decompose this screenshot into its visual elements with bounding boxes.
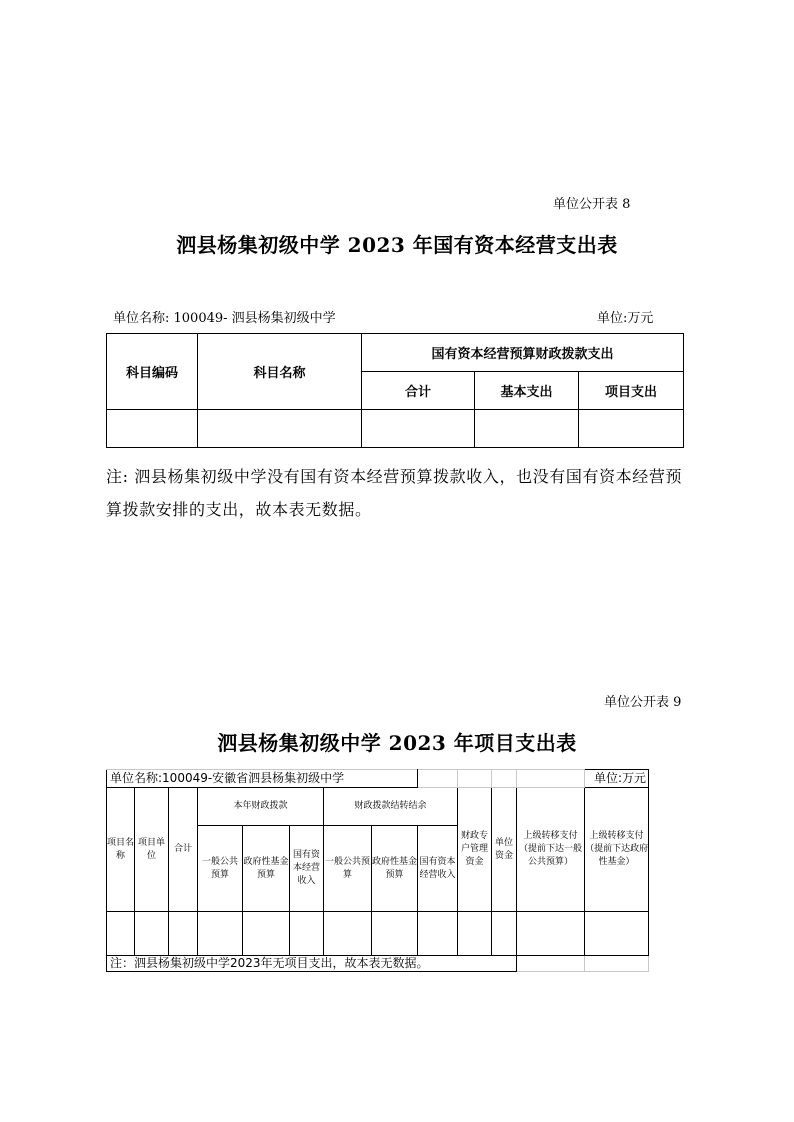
empty-cell [107,912,135,956]
header-general-budget: 一般公共预算 [198,826,243,912]
header-item-name: 项目名称 [107,788,135,912]
header-gov-fund-budget: 政府性基金预算 [243,826,290,912]
note-9: 注：泗县杨集初级中学2023年无项目支出，故本表无数据。 [107,956,517,972]
header-total: 合计 [169,788,198,912]
empty-cell [585,956,649,972]
empty-cell [198,912,243,956]
unit-name-label-9: 单位名称:100049-安徽省泗县杨集初级中学 [107,770,418,788]
empty-cell [585,912,649,956]
table-row [107,912,649,956]
header-carry-state-capital-income: 国有资本经营收入 [418,826,458,912]
unit-label-9: 单位:万元 [585,770,649,788]
empty-cell [517,956,585,972]
header-state-capital-income: 国有资本经营收入 [290,826,324,912]
empty-cell [290,912,324,956]
header-current-year-grant: 本年财政拨款 [198,788,324,826]
table-number-9: 单位公开表 9 [604,695,682,710]
state-capital-expense-table [106,333,684,448]
header-upper-transfer-general: 上级转移支付（提前下达一般公共预算） [517,788,585,912]
empty-cell [107,410,198,448]
empty-cell [243,912,290,956]
empty-cell [475,410,579,448]
empty-cell [458,770,492,788]
project-expense-table [106,769,649,972]
unit-label-8: 单位:万元 [597,311,654,326]
header-unit-fund: 单位资金 [492,788,517,912]
empty-cell [418,770,458,788]
empty-cell [579,410,684,448]
empty-cell [458,912,492,956]
empty-cell [362,410,475,448]
header-carry-gov-fund-budget: 政府性基金预算 [372,826,418,912]
empty-cell [492,770,517,788]
header-project-expense: 项目支出 [579,372,684,410]
table-number-8: 单位公开表 8 [553,197,631,212]
header-total: 合计 [362,372,475,410]
header-item-unit: 项目单位 [135,788,169,912]
page-title-8: 泗县杨集初级中学 2023 年国有资本经营支出表 [176,233,618,257]
header-basic-expense: 基本支出 [475,372,579,410]
empty-cell [135,912,169,956]
header-special-account-fund: 财政专户管理资金 [458,788,492,912]
header-carryover: 财政拨款结转结余 [324,788,458,826]
page-title-9: 泗县杨集初级中学 2023 年项目支出表 [217,731,577,755]
empty-cell [198,410,362,448]
empty-cell [492,912,517,956]
header-subject-code: 科目编码 [107,334,198,410]
header-carry-general-budget: 一般公共预算 [324,826,372,912]
empty-cell [324,912,372,956]
empty-cell [372,912,418,956]
note-8: 注: 泗县杨集初级中学没有国有资本经营预算拨款收入，也没有国有资本经营预算拨款安排的支出，故本表无数据。 [106,467,683,519]
header-budget-group: 国有资本经营预算财政拨款支出 [362,334,684,372]
header-upper-transfer-gov-fund: 上级转移支付（提前下达政府性基金） [585,788,649,912]
empty-cell [517,912,585,956]
table-row [107,410,684,448]
empty-cell [169,912,198,956]
unit-name-label-8: 单位名称: 100049- 泗县杨集初级中学 [113,311,336,326]
header-subject-name: 科目名称 [198,334,362,410]
empty-cell [517,770,585,788]
empty-cell [418,912,458,956]
